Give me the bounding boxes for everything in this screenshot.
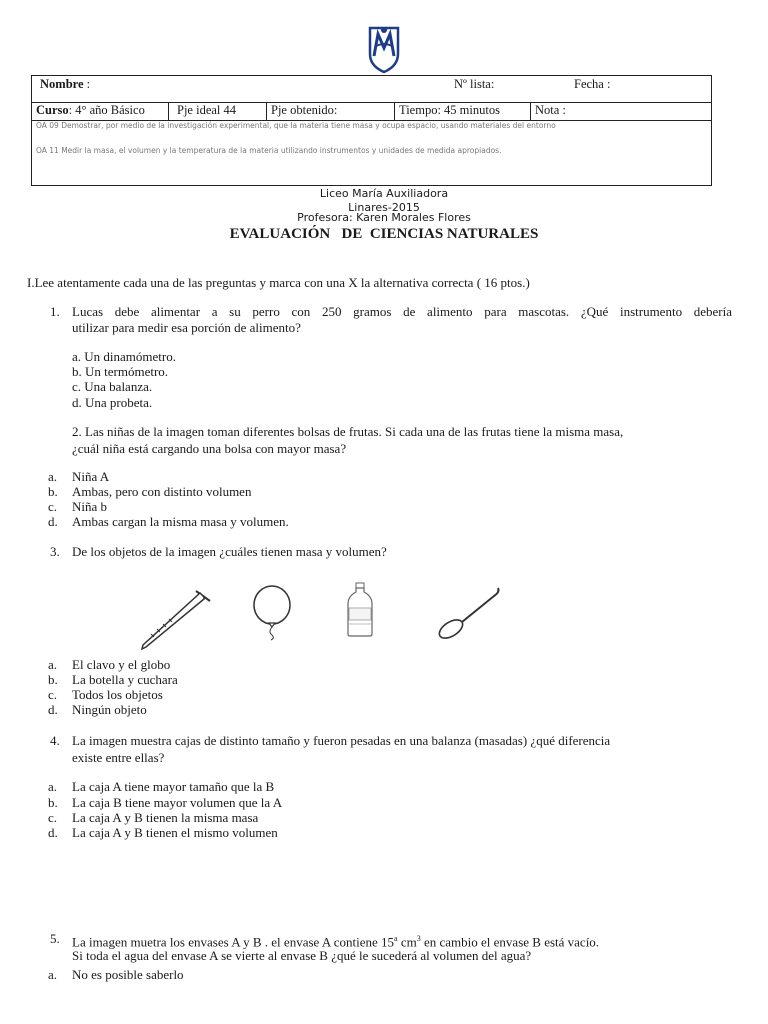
q3-letter-b: b. <box>48 672 58 687</box>
school-name: Liceo María Auxiliadora <box>319 187 449 200</box>
q5-number: 5. <box>50 931 60 946</box>
student-info-table <box>31 75 712 186</box>
q1-option-c[interactable]: c. Una balanza. <box>72 379 153 394</box>
page-title: EVALUACIÓN DE CIENCIAS NATURALES <box>229 226 539 242</box>
q3-option-a[interactable]: El clavo y el globo <box>72 657 171 672</box>
q5-text-line2: Si toda el agua del envase A se vierte al envase B ¿qué le sucederá al volumen del agua? <box>72 948 532 963</box>
q1-option-b[interactable]: b. Un termómetro. <box>72 364 169 379</box>
q4-letter-c: c. <box>48 810 58 825</box>
date-field[interactable]: Fecha : <box>574 77 611 91</box>
q4-letter-d: d. <box>48 825 58 840</box>
q5-letter-a: a. <box>48 967 58 982</box>
info-row-2 <box>32 102 711 121</box>
q3-option-c[interactable]: Todos los objetos <box>72 687 163 702</box>
q4-option-d[interactable]: La caja A y B tienen el mismo volumen <box>72 825 278 840</box>
nail-icon <box>138 585 214 651</box>
q4-option-a[interactable]: La caja A tiene mayor tamaño que la B <box>72 779 275 794</box>
q3-text: De los objetos de la imagen ¿cuáles tienen masa y volumen? <box>72 544 387 559</box>
obtained-score-field[interactable]: Pje obtenido: <box>266 102 394 120</box>
q5-option-a[interactable]: No es posible saberlo <box>72 967 184 982</box>
q4-option-c[interactable]: La caja A y B tienen la misma masa <box>72 810 259 825</box>
q2-letter-d: d. <box>48 514 58 529</box>
q3-option-d[interactable]: Ningún objeto <box>72 702 147 717</box>
q2-option-c[interactable]: Niña b <box>72 499 108 514</box>
q2-text-line2: ¿cuál niña está cargando una bolsa con mayor masa? <box>72 441 347 456</box>
q1-number: 1. <box>50 304 60 319</box>
grade-field[interactable]: Nota : <box>530 102 713 120</box>
q2-text-line1: 2. Las niñas de la imagen toman diferentes bolsas de frutas. Si cada una de las frutas tiene la misma masa, <box>72 424 624 439</box>
q3-letter-c: c. <box>48 687 58 702</box>
course-cell: Curso: 4° año Básico <box>36 103 145 117</box>
info-row-1 <box>32 76 711 103</box>
school-city-year: Linares-2015 <box>348 201 420 214</box>
q4-letter-a: a. <box>48 779 58 794</box>
objective-oa09: OA 09 Demostrar, por medio de la investigación experimental, que la materia tiene masa y ocupa espacio, usando materiales del entorno <box>36 121 556 130</box>
q3-option-b[interactable]: La botella y cuchara <box>72 672 178 687</box>
q2-option-d[interactable]: Ambas cargan la misma masa y volumen. <box>72 514 289 529</box>
objective-oa11: OA 11 Medir la masa, el volumen y la temperatura de la materia utilizando instrumentos y unidades de medida apropiados. <box>36 146 502 155</box>
ideal-score-cell: Pje ideal 44 <box>168 102 266 120</box>
spoon-icon <box>436 584 502 640</box>
bottle-icon <box>344 582 376 638</box>
q3-number: 3. <box>50 544 60 559</box>
instructions: I.Lee atentamente cada una de las preguntas y marca con una X la alternativa correcta ( 16 ptos.) <box>27 275 530 290</box>
teacher-name: Profesora: Karen Morales Flores <box>297 211 471 224</box>
time-cell: Tiempo: 45 minutos <box>394 102 530 120</box>
q4-text-line2: existe entre ellas? <box>72 750 165 765</box>
q1-text-line1: Lucas debe alimentar a su perro con 250 gramos de alimento para mascotas. ¿Qué instrumento debería <box>72 304 732 319</box>
q2-option-b[interactable]: Ambas, pero con distinto volumen <box>72 484 252 499</box>
q2-letter-c: c. <box>48 499 58 514</box>
q4-letter-b: b. <box>48 795 58 810</box>
name-field[interactable]: Nombre : <box>40 77 91 91</box>
q2-option-a[interactable]: Niña A <box>72 469 110 484</box>
course-label: Curso <box>36 103 69 117</box>
q1-option-d[interactable]: d. Una probeta. <box>72 395 153 410</box>
balloon-icon <box>248 585 296 641</box>
q2-letter-b: b. <box>48 484 58 499</box>
q4-number: 4. <box>50 733 60 748</box>
q4-option-b[interactable]: La caja B tiene mayor volumen que la A <box>72 795 283 810</box>
school-logo <box>366 24 402 74</box>
name-label: Nombre <box>40 77 84 91</box>
q5-text-line1: La imagen muetra los envases A y B . el envase A contiene 15$^a$ $cm^3$ en cambio el envase B está vacío. <box>72 934 600 950</box>
list-number-field[interactable]: Nº lista: <box>454 77 495 91</box>
q1-option-a[interactable]: a. Un dinamómetro. <box>72 349 176 364</box>
q2-letter-a: a. <box>48 469 58 484</box>
q1-text-line2: utilizar para medir esa porción de alimento? <box>72 320 301 335</box>
q3-letter-d: d. <box>48 702 58 717</box>
q3-letter-a: a. <box>48 657 58 672</box>
q4-text-line1: La imagen muestra cajas de distinto tamaño y fueron pesadas en una balanza (masadas) ¿qué diferencia <box>72 733 611 748</box>
